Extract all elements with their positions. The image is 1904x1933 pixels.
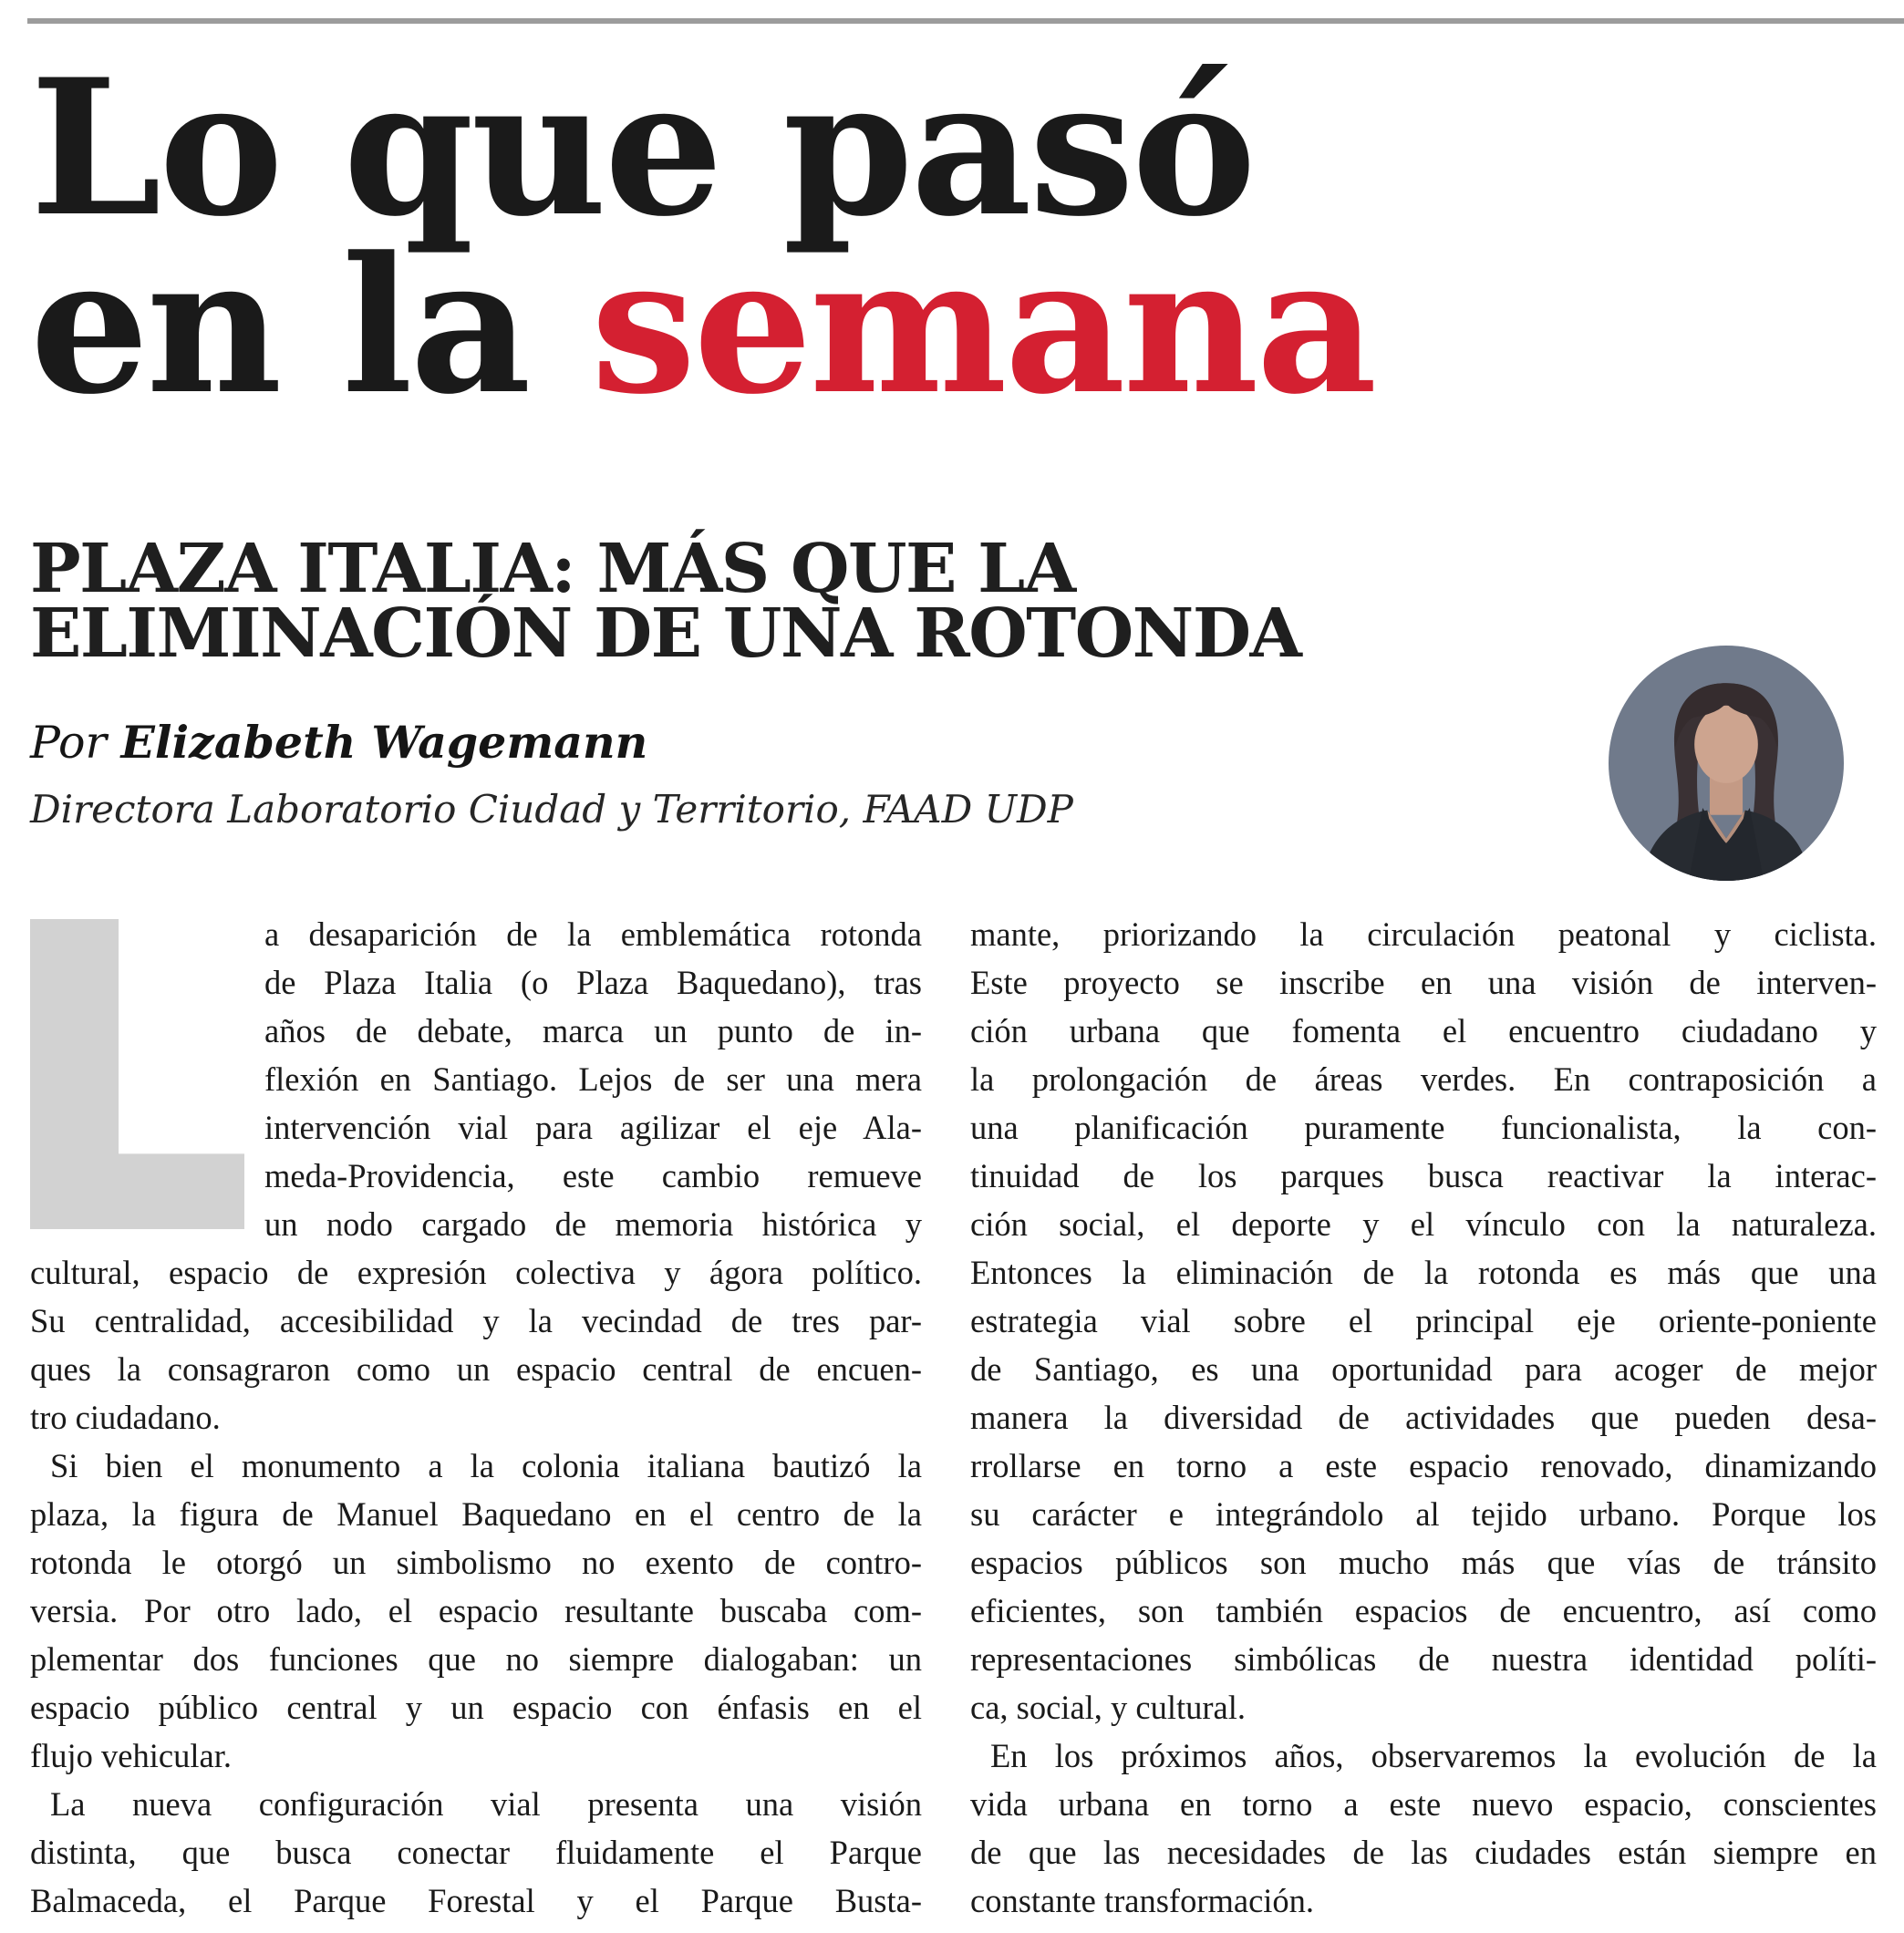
body-line: mante, priorizando la circulación peatonal y ciclista. [970, 915, 1877, 953]
body-column-left [30, 910, 922, 1925]
body-line: tro ciudadano. [30, 1399, 221, 1436]
body-line: ca, social, y cultural. [970, 1689, 1247, 1726]
body-line: plementar dos funciones que no siempre dialogaban: un [30, 1640, 922, 1678]
body-line: cultural, espacio de expresión colectiva y ágora político. [30, 1254, 922, 1291]
body-line: manera la diversidad de actividades que pueden desa- [970, 1399, 1877, 1436]
paragraph [30, 910, 922, 1442]
body-line: constante transformación. [970, 1882, 1315, 1919]
body-line: flujo vehicular. [30, 1737, 232, 1774]
body-line: plaza, la figura de Manuel Baquedano en el centro de la [30, 1495, 922, 1533]
body-line: Entonces la eliminación de la rotonda es más que una [970, 1254, 1877, 1291]
body-line: vida urbana en torno a este nuevo espacio, conscientes [970, 1785, 1877, 1823]
masthead-line-2-accent: semana [590, 217, 1375, 436]
article-headline [30, 530, 1301, 673]
body-line: rotonda le otorgó un simbolismo no exento de contro- [30, 1544, 922, 1581]
body-line: espacios públicos son mucho más que vías de tránsito [970, 1544, 1877, 1581]
body-line: Este proyecto se inscribe en una visión de interven- [970, 964, 1877, 1001]
headline-line-1: PLAZA ITALIA: MÁS QUE LA [30, 530, 1075, 608]
byline-author: Elizabeth Wagemann [120, 716, 648, 769]
paragraph [30, 1780, 922, 1925]
body-line: En los próximos años, observaremos la evolución de la [990, 1737, 1877, 1774]
body-line: Balmaceda, el Parque Forestal y el Parque Busta- [30, 1882, 922, 1919]
body-line: versia. Por otro lado, el espacio resultante buscaba com- [30, 1592, 922, 1629]
body-line: tinuidad de los parques busca reactivar la interac- [970, 1157, 1877, 1194]
body-line: a desaparición de la emblemática rotonda [264, 915, 922, 953]
masthead-line-1: Lo que pasó [30, 39, 1254, 258]
body-column-right [970, 910, 1877, 1925]
author-photo [1609, 646, 1844, 881]
body-line: una planificación puramente funcionalista, la con- [970, 1109, 1877, 1146]
body-line: representaciones simbólicas de nuestra identidad políti- [970, 1640, 1877, 1678]
body-line: un nodo cargado de memoria histórica y [264, 1205, 922, 1243]
body-line: estrategia vial sobre el principal eje oriente-poniente [970, 1302, 1877, 1339]
body-line: de Plaza Italia (o Plaza Baquedano), tras [264, 964, 922, 1001]
article-body [30, 910, 1877, 1925]
body-line: intervención vial para agilizar el eje Ala- [264, 1109, 922, 1146]
section-masthead-title [30, 39, 1375, 436]
body-line: distinta, que busca conectar fluidamente el Parque [30, 1834, 922, 1871]
body-line: de Santiago, es una oportunidad para acoger de mejor [970, 1350, 1877, 1388]
body-line: ción social, el deporte y el vínculo con la naturaleza. [970, 1205, 1877, 1243]
byline-prefix: Por [30, 717, 121, 769]
paragraph [970, 910, 1877, 1731]
body-line: La nueva configuración vial presenta una visión [50, 1785, 922, 1823]
body-line: ques la consagraron como un espacio central de encuen- [30, 1350, 922, 1388]
body-line: flexión en Santiago. Lejos de ser una mera [264, 1060, 922, 1098]
body-line: espacio público central y un espacio con énfasis en el [30, 1689, 922, 1726]
body-line: eficientes, son también espacios de encuentro, así como [970, 1592, 1877, 1629]
body-line: rrollarse en torno a este espacio renovado, dinamizando [970, 1447, 1877, 1484]
body-line: meda-Providencia, este cambio remueve [264, 1157, 922, 1194]
byline [30, 718, 647, 768]
body-line: ción urbana que fomenta el encuentro ciudadano y [970, 1012, 1877, 1049]
body-line: Si bien el monumento a la colonia italiana bautizó la [50, 1447, 922, 1484]
top-rule-divider [27, 18, 1904, 24]
body-line: su carácter e integrándolo al tejido urbano. Porque los [970, 1495, 1877, 1533]
body-line: años de debate, marca un punto de in- [264, 1012, 922, 1049]
paragraph [30, 1442, 922, 1780]
author-affiliation: Directora Laboratorio Ciudad y Territorio, FAAD UDP [30, 787, 1073, 832]
body-line: Su centralidad, accesibilidad y la vecindad de tres par- [30, 1302, 922, 1339]
body-line: la prolongación de áreas verdes. En contraposición a [970, 1060, 1877, 1098]
headline-line-2: ELIMINACIÓN DE UNA ROTONDA [30, 594, 1301, 673]
author-portrait-illustration [1609, 646, 1844, 881]
paragraph [970, 1731, 1877, 1925]
body-line: de que las necesidades de las ciudades están siempre en [970, 1834, 1877, 1871]
masthead-line-2-prefix: en la [30, 217, 591, 436]
